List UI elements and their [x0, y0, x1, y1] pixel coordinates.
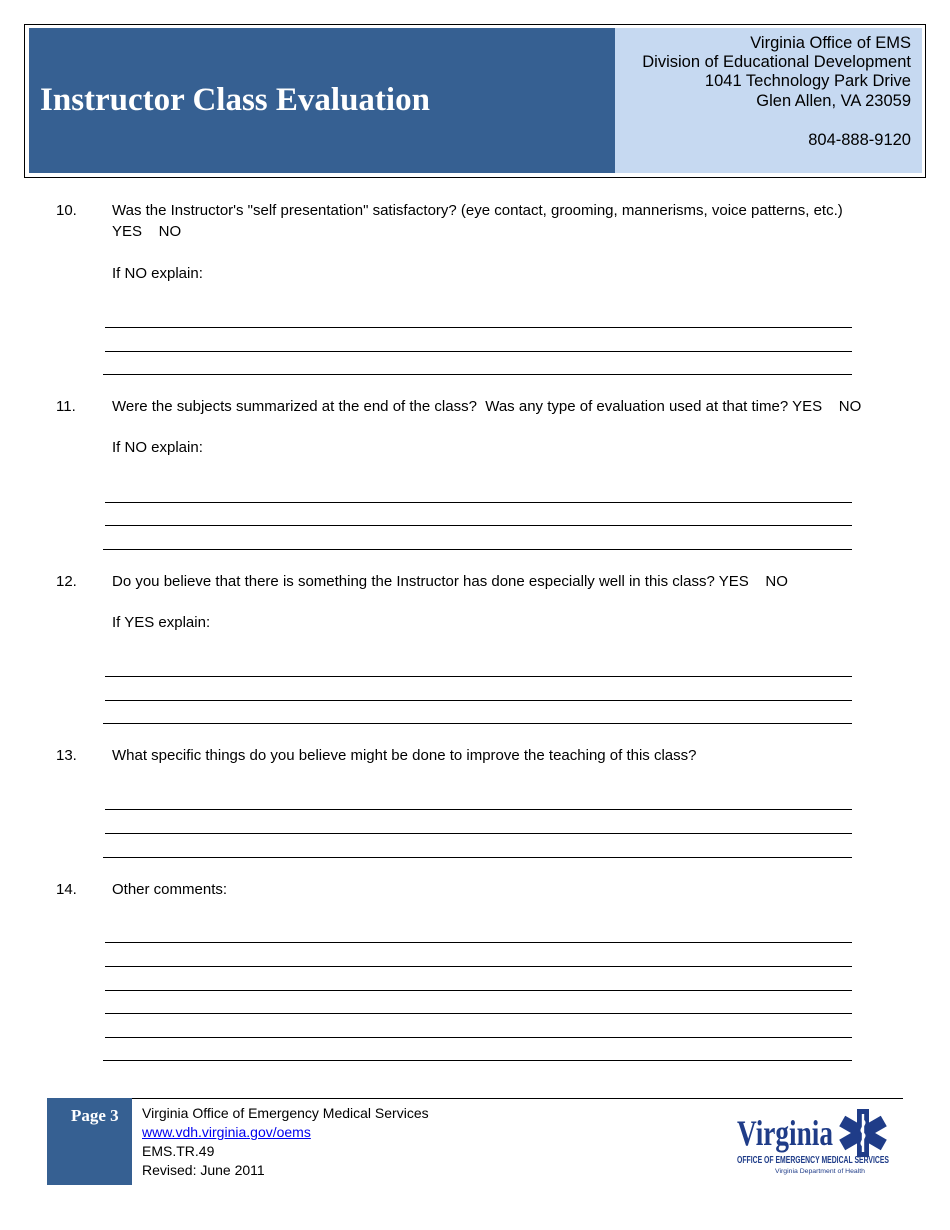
question-explain-12: If YES explain: [112, 614, 211, 631]
footer-revised: Revised: June 2011 [142, 1162, 265, 1178]
answer-line[interactable] [105, 676, 852, 677]
address-org: Virginia Office of EMS [750, 34, 911, 52]
answer-line[interactable] [103, 1060, 852, 1061]
answer-line[interactable] [105, 833, 852, 834]
question-number-14: 14. [56, 881, 77, 898]
answer-line[interactable] [103, 857, 852, 858]
document-title: Instructor Class Evaluation [40, 82, 430, 118]
answer-line[interactable] [105, 327, 852, 328]
answer-line[interactable] [105, 502, 852, 503]
question-text-14: Other comments: [112, 881, 228, 898]
question-explain-11: If NO explain: [112, 439, 203, 456]
address-block [615, 28, 922, 173]
page-number-band [47, 1098, 132, 1185]
answer-line[interactable] [105, 1037, 852, 1038]
answer-line[interactable] [105, 700, 852, 701]
star-of-life-icon [839, 1109, 887, 1157]
question-text-11: Were the subjects summarized at the end of the class? Was any type of evaluation used at that time? YES NO [112, 398, 862, 415]
answer-line[interactable] [103, 723, 852, 724]
virginia-oems-logo [735, 1105, 895, 1175]
question-number-13: 13. [56, 747, 77, 764]
logo-wordmark: Virginia [737, 1113, 833, 1153]
answer-line[interactable] [105, 1013, 852, 1014]
logo-tagline: OFFICE OF EMERGENCY MEDICAL SERVICES [737, 1155, 890, 1166]
footer-org: Virginia Office of Emergency Medical Services [142, 1105, 429, 1121]
question-text-13: What specific things do you believe might be done to improve the teaching of this class? [112, 747, 697, 764]
question-text-10: Was the Instructor's "self presentation" satisfactory? (eye contact, grooming, mannerisms, voice patterns, etc.) [112, 202, 843, 219]
address-division: Division of Educational Development [642, 53, 911, 71]
footer-form-id: EMS.TR.49 [142, 1143, 215, 1159]
question-number-11: 11. [56, 398, 76, 415]
footer-url-link[interactable]: www.vdh.virginia.gov/oems [142, 1124, 311, 1140]
logo-subtag: Virginia Department of Health [775, 1169, 865, 1175]
answer-line[interactable] [105, 351, 852, 352]
question-explain-10: If NO explain: [112, 265, 203, 282]
answer-line[interactable] [105, 942, 852, 943]
answer-line[interactable] [103, 374, 852, 375]
footer-divider [132, 1098, 903, 1099]
question-number-10: 10. [56, 202, 77, 219]
answer-line[interactable] [103, 549, 852, 550]
question-text-12: Do you believe that there is something the Instructor has done especially well in this class? YES NO [112, 573, 788, 590]
page-number: Page 3 [71, 1106, 119, 1125]
answer-line[interactable] [105, 990, 852, 991]
question-options-10: YES NO [112, 223, 182, 240]
address-phone: 804-888-9120 [808, 131, 911, 149]
address-street: 1041 Technology Park Drive [704, 72, 911, 90]
question-number-12: 12. [56, 573, 77, 590]
answer-line[interactable] [105, 809, 852, 810]
answer-line[interactable] [105, 966, 852, 967]
title-band [29, 28, 615, 173]
answer-line[interactable] [105, 525, 852, 526]
address-city: Glen Allen, VA 23059 [756, 92, 911, 110]
